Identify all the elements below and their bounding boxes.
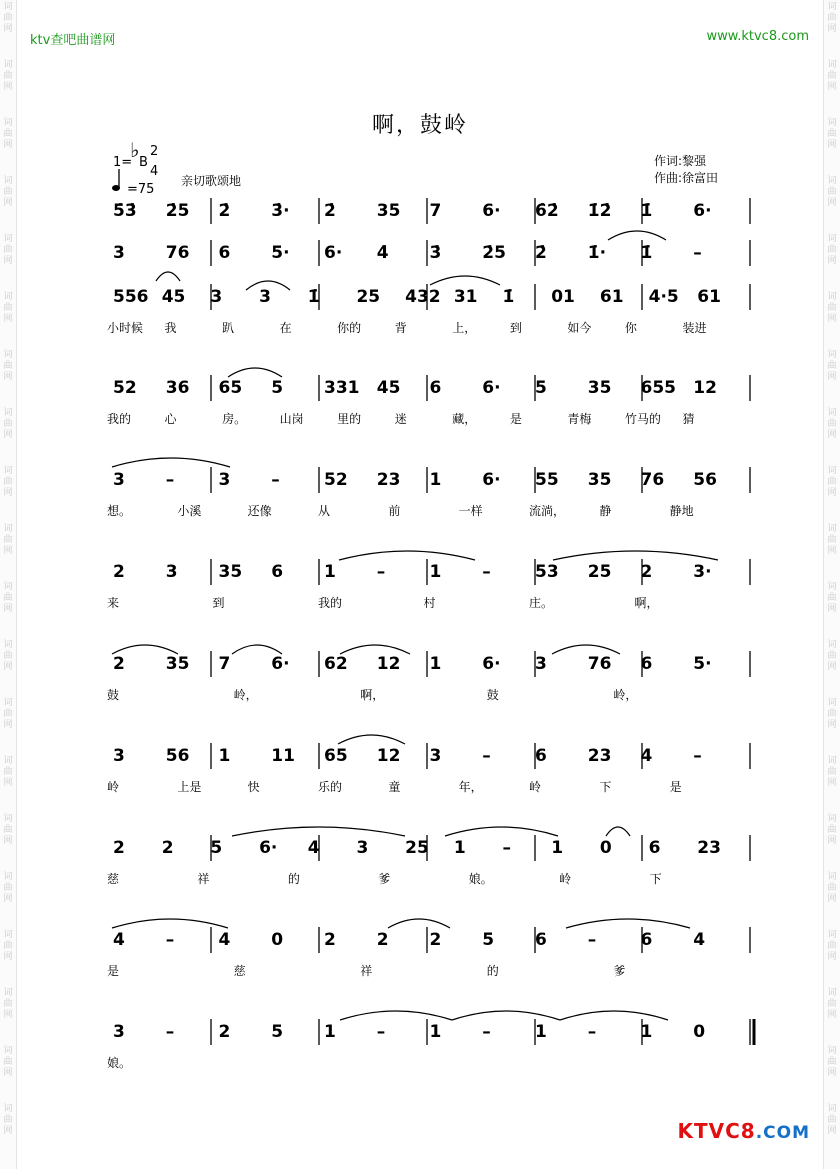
lyric-syllable: 乐的: [318, 780, 343, 794]
note-group: 2̇: [324, 201, 336, 221]
watermark-text: 词 曲 网: [827, 1104, 837, 1136]
slur-arc: [560, 1011, 668, 1020]
watermark-text: 词 曲 网: [827, 930, 837, 962]
note-group: 7: [429, 201, 442, 221]
watermark-text: 词 曲 网: [3, 60, 13, 92]
note-group: 6̇2̇: [535, 201, 559, 221]
lyric-syllable: 的: [287, 872, 300, 886]
watermark-text: 词 曲 网: [827, 1046, 837, 1078]
note-group: 1̇: [502, 287, 515, 307]
note-group: 3: [535, 654, 547, 674]
note-group: –: [587, 1022, 597, 1042]
watermark-text: 词 曲 网: [827, 466, 837, 498]
lyric-syllable: 竹马的: [624, 412, 661, 426]
lyric-syllable: 是: [669, 780, 682, 794]
slur-arc: [552, 645, 620, 654]
slur-arc: [340, 1011, 452, 1020]
flat-sign: ♭: [130, 138, 140, 162]
note-group: 1̇2̇: [587, 201, 612, 221]
note-group: 3̇·: [271, 201, 290, 221]
slur-arc: [566, 919, 690, 928]
note-group: 1̇: [640, 243, 653, 263]
note-group: –: [376, 1022, 386, 1042]
note-group: 6: [640, 930, 653, 950]
note-group: 76: [165, 243, 190, 263]
note-group: 5: [271, 378, 284, 398]
note-group: 1̇·: [587, 243, 607, 263]
lyric-syllable: 岭: [529, 780, 542, 794]
note-group: 61: [697, 287, 721, 307]
note-group: 4: [640, 746, 653, 766]
note-group: 35: [587, 378, 612, 398]
watermark-text: 词 曲 网: [3, 292, 13, 324]
note-group: –: [165, 470, 175, 490]
note-group: –: [587, 930, 597, 950]
watermark-text: 词 曲 网: [3, 1104, 13, 1136]
note-group: 1: [535, 1022, 547, 1042]
lyric-syllable: 童: [388, 780, 401, 794]
lyric-syllable: 村: [423, 596, 436, 610]
note-group: –: [502, 838, 512, 858]
note-group: 55: [535, 470, 559, 490]
note-group: 1: [453, 838, 466, 858]
watermark-text: 词 曲 网: [3, 2, 13, 34]
watermark-text: 词 曲 网: [3, 698, 13, 730]
note-group: 5: [210, 838, 223, 858]
note-group: 3: [113, 1022, 125, 1042]
lyric-syllable: 里的: [337, 412, 362, 426]
note-group: 4·5: [648, 287, 679, 307]
note-group: 62: [324, 654, 348, 674]
lyric-syllable: 啊，: [634, 596, 659, 610]
note-group: 23: [376, 470, 401, 490]
note-group: 6: [648, 838, 661, 858]
note-group: 5·: [693, 654, 712, 674]
watermark-text: 词 曲 网: [827, 872, 837, 904]
watermark-text: 词 曲 网: [827, 292, 837, 324]
watermark-text: 词 曲 网: [3, 408, 13, 440]
note-group: 2: [429, 930, 442, 950]
time-signature-top: 2: [150, 144, 159, 159]
note-group: 56: [165, 746, 190, 766]
watermark-text: 词 曲 网: [827, 814, 837, 846]
slur-arc: [445, 827, 558, 836]
watermark-text: 词 曲 网: [827, 2, 837, 34]
note-group: –: [693, 746, 702, 766]
note-group: 45: [161, 287, 186, 307]
note-group: 2: [218, 1022, 231, 1042]
note-group: 25: [405, 838, 429, 858]
note-group: 1: [429, 654, 442, 674]
note-group: 5: [482, 930, 495, 950]
lyric-syllable: 娘。: [468, 872, 493, 886]
lyric-syllable: 下: [599, 780, 612, 794]
note-group: 1: [551, 838, 564, 858]
lyric-syllable: 我的: [107, 412, 132, 426]
note-group: 4: [693, 930, 706, 950]
watermark-text: 词 曲 网: [3, 640, 13, 672]
watermark-text: 词 曲 网: [3, 814, 13, 846]
slur-arc: [156, 272, 180, 281]
note-group: 12: [376, 746, 401, 766]
lyric-syllable: 慈: [107, 872, 120, 886]
note-group: 61: [599, 287, 624, 307]
expression-marking: 亲切歌颂地: [181, 174, 242, 188]
key-note: B: [139, 155, 148, 170]
lyric-syllable: 快: [247, 780, 260, 794]
slur-arc: [338, 735, 405, 744]
slur-arc: [112, 919, 228, 928]
note-group: 0: [271, 930, 284, 950]
note-group: –: [376, 562, 386, 582]
lyric-syllable: 娘。: [107, 1056, 132, 1070]
lyric-syllable: 上是: [177, 780, 202, 794]
watermark-text: 词 曲 网: [827, 640, 837, 672]
slur-arc: [608, 231, 666, 240]
lyric-syllable: 祥: [197, 872, 210, 886]
slur-arc: [232, 827, 405, 836]
note-group: 11: [271, 746, 295, 766]
note-group: 4: [218, 930, 231, 950]
note-group: 2̇5: [165, 201, 190, 221]
watermark-text: 词 曲 网: [3, 582, 13, 614]
note-group: 6·: [324, 243, 343, 263]
note-group: 3: [113, 746, 125, 766]
note-group: 6: [218, 243, 231, 263]
watermark-text: 词 曲 网: [827, 698, 837, 730]
slur-arc: [232, 645, 282, 654]
lyric-syllable: 爹: [378, 872, 391, 886]
watermark-text: 词 曲 网: [3, 872, 13, 904]
note-group: 6: [429, 378, 442, 398]
watermark-text: 词 曲 网: [3, 756, 13, 788]
slur-arc: [112, 458, 230, 467]
lyric-syllable: 静地: [669, 504, 694, 518]
lyric-syllable: 下: [649, 872, 662, 886]
lyric-syllable: 是: [509, 412, 522, 426]
note-group: 5: [535, 378, 547, 398]
note-group: 1: [429, 470, 442, 490]
lyric-syllable: 鼓: [486, 688, 499, 702]
note-group: 52: [113, 378, 137, 398]
note-group: 6·: [271, 654, 290, 674]
note-group: 7: [218, 654, 231, 674]
slur-arc: [112, 645, 178, 654]
watermark-text: 词 曲 网: [827, 350, 837, 382]
lyric-syllable: 到: [509, 321, 522, 335]
note-group: 6·: [482, 378, 501, 398]
note-group: 655: [640, 378, 676, 398]
lyric-syllable: 我的: [318, 596, 343, 610]
watermark-text: 词 曲 网: [827, 60, 837, 92]
site-logo[interactable]: KTVC8.COM: [677, 1119, 810, 1143]
lyric-syllable: 上，: [452, 321, 477, 335]
lyric-syllable: 小时候: [107, 321, 144, 335]
slur-arc: [228, 368, 282, 377]
note-group: 2̇: [535, 243, 547, 263]
tempo-marking: =75: [127, 182, 155, 197]
note-group: 6·: [482, 654, 501, 674]
note-group: 3: [113, 243, 125, 263]
note-group: 12: [693, 378, 717, 398]
lyric-syllable: 猜: [682, 412, 695, 426]
lyricist: 作词:黎强: [654, 154, 707, 168]
watermark-text: 词 曲 网: [827, 582, 837, 614]
note-group: 5: [271, 1022, 284, 1042]
lyric-syllable: 在: [279, 321, 292, 335]
note-group: 3: [210, 287, 223, 307]
lyric-syllable: 背: [394, 321, 407, 335]
lyric-syllable: 你: [624, 321, 637, 335]
slur-arc: [340, 645, 410, 654]
note-group: 3·: [693, 562, 712, 582]
note-group: –: [482, 1022, 491, 1042]
note-group: 2: [113, 654, 125, 674]
lyric-syllable: 慈: [233, 964, 246, 978]
watermark-text: 词 曲 网: [3, 350, 13, 382]
lyric-syllable: 小溪: [177, 504, 202, 518]
lyric-syllable: 鼓: [107, 688, 120, 702]
slur-arc: [553, 551, 718, 560]
note-group: 35: [218, 562, 243, 582]
lyric-syllable: 流淌，: [529, 504, 566, 518]
note-group: 6·: [259, 838, 278, 858]
note-group: 25: [587, 562, 612, 582]
note-group: 1̇: [640, 201, 653, 221]
lyric-syllable: 庄。: [529, 596, 554, 610]
note-group: 4̇: [376, 243, 389, 263]
lyric-syllable: 岭: [559, 872, 572, 886]
watermark-text: 词 曲 网: [3, 930, 13, 962]
lyric-syllable: 啊，: [360, 688, 385, 702]
watermark-text: 词 曲 网: [3, 118, 13, 150]
lyric-syllable: 藏，: [452, 412, 477, 426]
note-group: 23: [587, 746, 612, 766]
note-group: 2: [376, 930, 389, 950]
note-group: 56: [693, 470, 717, 490]
lyric-syllable: 一样: [458, 504, 483, 518]
watermark-text: 词 曲 网: [827, 988, 837, 1020]
watermark-text: 词 曲 网: [3, 234, 13, 266]
note-group: 6: [535, 746, 547, 766]
lyric-syllable: 爹: [613, 964, 626, 978]
note-group: 4: [113, 930, 125, 950]
note-group: –: [693, 243, 702, 263]
watermark-text: 词 曲 网: [827, 234, 837, 266]
lyric-syllable: 前: [388, 504, 401, 518]
note-group: –: [271, 470, 280, 490]
lyric-syllable: 我: [164, 321, 177, 335]
note-group: 65: [218, 378, 243, 398]
note-group: 23: [697, 838, 721, 858]
note-group: 432: [405, 287, 441, 307]
lyric-syllable: 岭，: [613, 688, 638, 702]
lyric-syllable: 迷: [394, 412, 407, 426]
note-group: 31: [453, 287, 478, 307]
note-group: 65: [324, 746, 348, 766]
note-group: 35: [165, 654, 190, 674]
watermark-text: 词 曲 网: [827, 118, 837, 150]
note-group: 1: [429, 1022, 442, 1042]
note-group: 6·: [482, 201, 501, 221]
watermark-text: 词 曲 网: [827, 524, 837, 556]
note-group: 3: [356, 838, 369, 858]
note-group: 76: [587, 654, 612, 674]
slur-arc: [388, 919, 450, 928]
lyric-syllable: 静: [599, 504, 612, 518]
note-group: 1: [429, 562, 442, 582]
note-group: 0: [599, 838, 612, 858]
note-group: –: [482, 746, 491, 766]
lyric-syllable: 还像: [247, 504, 272, 518]
lyric-syllable: 你的: [337, 321, 362, 335]
note-group: 6·: [693, 201, 712, 221]
note-group: 4: [307, 838, 320, 858]
lyric-syllable: 祥: [360, 964, 373, 978]
slur-arc: [452, 1011, 560, 1020]
lyric-syllable: 房。: [222, 412, 247, 426]
note-group: 1: [324, 1022, 336, 1042]
note-group: 6: [271, 562, 284, 582]
watermark-text: 词 曲 网: [3, 176, 13, 208]
note-group: 12: [376, 654, 401, 674]
composer: 作曲:徐富田: [654, 171, 719, 185]
lyric-syllable: 想。: [107, 504, 132, 518]
lyric-syllable: 如今: [567, 321, 592, 335]
note-group: 45: [376, 378, 401, 398]
note-group: –: [165, 930, 175, 950]
note-group: –: [165, 1022, 175, 1042]
watermark-text: 词 曲 网: [3, 988, 13, 1020]
lyric-syllable: 趴: [222, 321, 235, 335]
note-group: 36: [165, 378, 190, 398]
note-group: 25: [356, 287, 381, 307]
note-group: 3: [259, 287, 271, 307]
note-group: 5̇3̇: [113, 201, 137, 221]
slur-arc: [606, 827, 630, 836]
note-group: 3: [113, 470, 125, 490]
note-group: 35: [376, 201, 401, 221]
lyric-syllable: 年，: [458, 780, 483, 794]
note-group: 52: [324, 470, 348, 490]
slur-arc: [339, 551, 475, 560]
lyric-syllable: 是: [107, 964, 120, 978]
note-group: 1: [640, 1022, 653, 1042]
watermark-text: 词 曲 网: [3, 524, 13, 556]
note-group: 6: [535, 930, 547, 950]
note-group: 556: [113, 287, 149, 307]
lyric-syllable: 岭，: [233, 688, 258, 702]
lyric-syllable: 装进: [682, 321, 707, 335]
lyric-syllable: 的: [486, 964, 499, 978]
note-group: 3: [429, 746, 442, 766]
note-group: 1: [218, 746, 231, 766]
note-group: 2: [640, 562, 653, 582]
lyric-syllable: 从: [318, 504, 331, 518]
watermark-text: 词 曲 网: [3, 466, 13, 498]
note-group: 2̇: [218, 201, 231, 221]
note-group: 76: [640, 470, 665, 490]
note-group: 3: [165, 562, 178, 582]
watermark-text: 词 曲 网: [3, 1046, 13, 1078]
note-group: 53: [535, 562, 559, 582]
watermark-text: 词 曲 网: [827, 756, 837, 788]
slur-arc: [430, 276, 500, 285]
site-name-left[interactable]: ktv查吧曲谱网: [30, 33, 116, 48]
note-group: 3̇: [429, 243, 442, 263]
key-prefix: 1=: [113, 155, 133, 170]
note-group: 01: [551, 287, 575, 307]
note-group: 0: [693, 1022, 706, 1042]
note-group: 35: [587, 470, 612, 490]
note-group: 2: [113, 838, 125, 858]
lyric-syllable: 山岗: [279, 412, 304, 426]
song-title: 啊，鼓岭: [371, 113, 468, 138]
note-group: 3: [218, 470, 231, 490]
note-group: 331: [324, 378, 360, 398]
lyric-syllable: 岭: [107, 780, 120, 794]
watermark-text: 词 曲 网: [827, 408, 837, 440]
note-group: 6·: [482, 470, 501, 490]
note-group: –: [482, 562, 491, 582]
lyric-syllable: 来: [107, 596, 120, 610]
time-signature-bottom: 4: [150, 164, 159, 179]
lyric-syllable: 到: [212, 596, 225, 610]
lyric-syllable: 心: [164, 412, 177, 426]
note-group: 6: [640, 654, 653, 674]
watermark-text: 词 曲 网: [827, 176, 837, 208]
note-group: 1: [324, 562, 336, 582]
note-group: 2̇5: [482, 243, 506, 263]
note-group: 1̇: [307, 287, 320, 307]
note-group: 5·: [271, 243, 290, 263]
note-group: 2: [324, 930, 336, 950]
site-url-right[interactable]: www.ktvc8.com: [706, 29, 809, 44]
note-group: 2: [161, 838, 174, 858]
note-group: 2: [113, 562, 125, 582]
lyric-syllable: 青梅: [567, 412, 592, 426]
